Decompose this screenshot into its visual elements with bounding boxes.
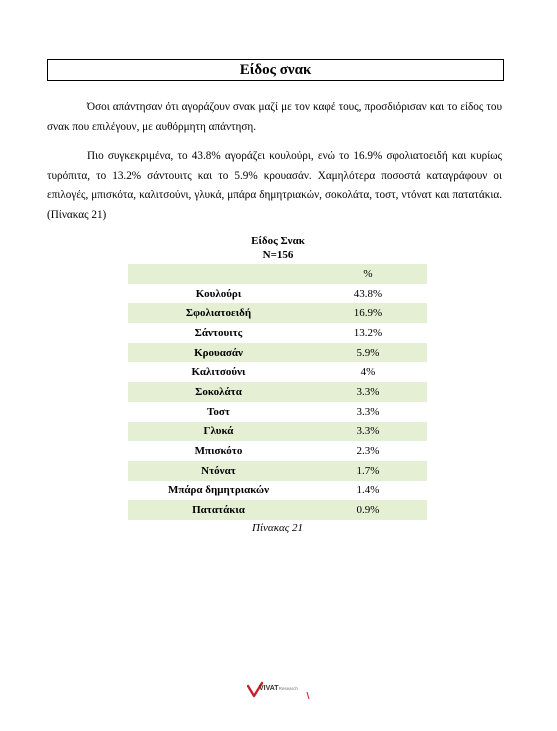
table-row — [128, 481, 427, 501]
table-row — [128, 343, 427, 363]
logo-text-small: Research — [278, 686, 298, 691]
snack-percent-cell: 5.9% — [309, 343, 427, 363]
snack-label-cell: Κρουασάν — [128, 343, 309, 363]
header-percent-cell: % — [309, 264, 427, 284]
page-heading-text: Είδος σνακ — [239, 61, 312, 78]
table-caption: Πίνακας 21 — [252, 522, 303, 534]
paragraph-1-text: Όσοι απάντησαν ότι αγοράζουν σνακ μαζί με τον καφέ τους, προσδιόρισαν και το είδος του σνακ που επιλέγουν, με αυθόρμητη απάντηση. — [47, 101, 502, 133]
snack-label-cell: Τοστ — [128, 402, 309, 422]
snack-label-cell: Σοκολάτα — [128, 382, 309, 402]
snack-percent-cell: 1.7% — [309, 461, 427, 481]
snack-percent-cell: 0.9% — [309, 500, 427, 520]
snack-percent-cell: 4% — [309, 362, 427, 382]
snack-percent-cell: 13.2% — [309, 323, 427, 343]
paragraph-2-text: Πιο συγκεκριμένα, το 43.8% αγοράζει κουλούρι, ενώ το 16.9% σφολιατοειδή και κυρίως τυρόπιτα, το 13.2% σάντουιτς και το 5.9% κρουασάν. Χαμηλότερα ποσοστά καταγράφουν οι επιλογές, μπισκότα, καλιτσούνι, γλυκά, μπάρα δημητριακών, σοκολάτα, τοστ, ντόνατ και πατατάκια.(Πίνακας 21) — [47, 150, 502, 221]
snack-percent-cell: 43.8% — [309, 284, 427, 304]
page-heading — [47, 59, 504, 81]
snack-table — [128, 264, 427, 520]
snack-percent-cell: 2.3% — [309, 441, 427, 461]
snack-label-cell: Πατατάκια — [128, 500, 309, 520]
table-row — [128, 284, 427, 304]
table-title: Είδος Σνακ — [251, 235, 305, 247]
table-row — [128, 500, 427, 520]
table-sample-size: N=156 — [262, 249, 294, 261]
snack-percent-cell: 3.3% — [309, 422, 427, 442]
table-row — [128, 362, 427, 382]
paragraph-2 — [47, 147, 502, 225]
snack-label-cell: Σάντουιτς — [128, 323, 309, 343]
table-header-row — [128, 264, 427, 284]
snack-percent-cell: 3.3% — [309, 382, 427, 402]
table-row — [128, 323, 427, 343]
snack-table-body — [128, 264, 427, 520]
snack-label-cell: Γλυκά — [128, 422, 309, 442]
logo-text-main: VIVAT — [259, 685, 279, 692]
footer-logo — [247, 680, 317, 700]
snack-percent-cell: 1.4% — [309, 481, 427, 501]
table-row — [128, 382, 427, 402]
snack-label-cell: Μπάρα δημητριακών — [128, 481, 309, 501]
table-row — [128, 422, 427, 442]
snack-percent-cell: 3.3% — [309, 402, 427, 422]
logo-text — [259, 685, 298, 692]
header-empty-cell — [128, 264, 309, 284]
snack-label-cell: Σφολιατοειδή — [128, 303, 309, 323]
table-title-block — [128, 234, 428, 262]
snack-label-cell: Καλιτσούνι — [128, 362, 309, 382]
snack-label-cell: Ντόνατ — [128, 461, 309, 481]
table-row — [128, 441, 427, 461]
table-row — [128, 402, 427, 422]
paragraph-1 — [47, 98, 502, 137]
table-row — [128, 303, 427, 323]
snack-label-cell: Κουλούρι — [128, 284, 309, 304]
snack-percent-cell: 16.9% — [309, 303, 427, 323]
snack-label-cell: Μπισκότο — [128, 441, 309, 461]
table-row — [128, 461, 427, 481]
